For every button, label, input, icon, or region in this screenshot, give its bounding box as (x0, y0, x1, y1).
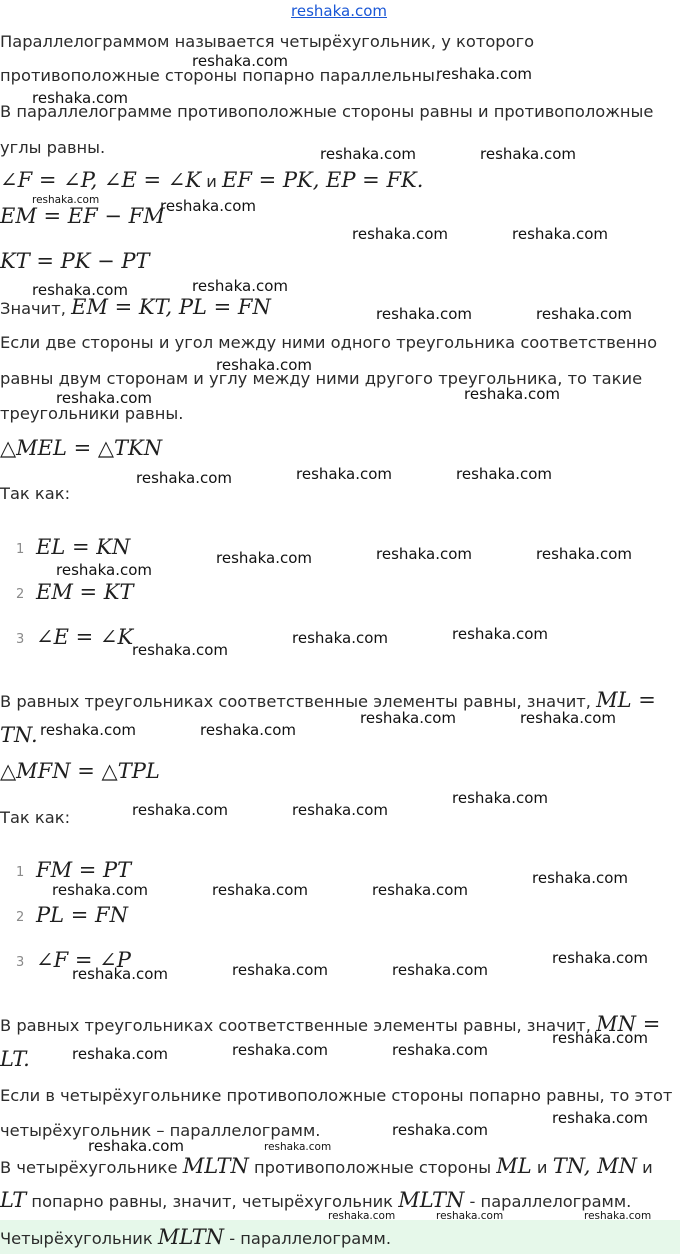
math-mltn: MLTN (182, 1154, 249, 1178)
math-kt: KT = PK − PT (0, 249, 150, 273)
watermark: reshaka.com (192, 52, 288, 70)
watermark: reshaka.com (56, 389, 152, 407)
list-number: 2 (16, 587, 25, 602)
watermark: reshaka.com (552, 949, 648, 967)
rule-line-1: Если две стороны и угол между ними одного треугольника соответственно (0, 333, 658, 352)
final-line-1 (0, 1156, 680, 1178)
math-triangles-2: △MFN = △TPL (0, 759, 160, 783)
watermark: reshaka.com (160, 197, 256, 215)
watermark: reshaka.com (532, 869, 628, 887)
watermark: reshaka.com (88, 1137, 184, 1155)
watermark: reshaka.com (352, 225, 448, 243)
watermark: reshaka.com (552, 1109, 648, 1127)
final-text: и (531, 1158, 553, 1177)
watermark: reshaka.com (32, 281, 128, 299)
final-text: попарно равны, значит, четырёхугольник (26, 1192, 399, 1211)
watermark: reshaka.com (480, 145, 576, 163)
list-math: EL = KN (36, 535, 131, 559)
watermark: reshaka.com (392, 1041, 488, 1059)
final-text: - параллелограмм. (464, 1192, 632, 1211)
watermark: reshaka.com (292, 629, 388, 647)
site-link[interactable]: reshaka.com (291, 2, 387, 20)
list-math: EM = KT (36, 580, 134, 604)
list-number: 2 (16, 910, 25, 925)
list-number: 1 (16, 865, 25, 880)
watermark: reshaka.com (456, 465, 552, 483)
answer-word: - параллелограмм. (224, 1229, 391, 1248)
watermark: reshaka.com (536, 305, 632, 323)
math-lt: LT. (0, 1047, 30, 1071)
property-line-1: В параллелограмме противоположные стороны равны и противоположные (0, 102, 654, 121)
list-math: FM = PT (36, 858, 132, 882)
math-ml: ML = (596, 688, 656, 712)
math-lt-side: LT (0, 1188, 27, 1212)
watermark: reshaka.com (52, 881, 148, 899)
math-ml-side: ML (496, 1154, 532, 1178)
and-word: и (201, 172, 223, 191)
watermark: reshaka.com (72, 1045, 168, 1063)
final-text: противоположные стороны (248, 1158, 497, 1177)
watermark: reshaka.com (232, 961, 328, 979)
watermark: reshaka.com (392, 961, 488, 979)
watermark: reshaka.com (552, 1029, 648, 1047)
answer-word: Четырёхугольник (0, 1229, 158, 1248)
answer-text (0, 1226, 391, 1250)
watermark: reshaka.com (216, 549, 312, 567)
watermark: reshaka.com (200, 721, 296, 739)
watermark: reshaka.com (360, 709, 456, 727)
math-tn-mn: TN, MN (552, 1154, 637, 1178)
watermark: reshaka.com (192, 277, 288, 295)
watermark: reshaka.com (584, 1210, 652, 1222)
equal-elements-text: В равных треугольниках соответственные элементы равны, значит, (0, 692, 597, 711)
watermark: reshaka.com (32, 89, 128, 107)
rule-line-2: равны двум сторонам и углу между ними другого треугольника, то такие (0, 369, 643, 388)
watermark: reshaka.com (132, 801, 228, 819)
tak-kak-1: Так как: (0, 484, 71, 503)
math-conclusion: EM = KT, PL = FN (71, 295, 271, 319)
property-line-2: углы равны. (0, 138, 106, 157)
watermark: reshaka.com (392, 1121, 488, 1139)
math-em: EM = EF − FM (0, 204, 165, 228)
watermark: reshaka.com (292, 801, 388, 819)
watermark: reshaka.com (296, 465, 392, 483)
watermark: reshaka.com (212, 881, 308, 899)
watermark: reshaka.com (32, 194, 100, 206)
watermark: reshaka.com (320, 145, 416, 163)
watermark: reshaka.com (216, 356, 312, 374)
final-line-2 (0, 1190, 680, 1212)
watermark: reshaka.com (520, 709, 616, 727)
watermark: reshaka.com (40, 721, 136, 739)
angles-sides-line (0, 170, 680, 192)
watermark: reshaka.com (512, 225, 608, 243)
watermark: reshaka.com (464, 385, 560, 403)
answer-block (0, 1220, 680, 1254)
watermark: reshaka.com (232, 1041, 328, 1059)
final-text: В четырёхугольнике (0, 1158, 183, 1177)
tak-kak-2: Так как: (0, 808, 71, 827)
answer-math: MLTN (157, 1225, 225, 1249)
definition-line-1: Параллелограммом называется четырёхугольник, у которого (0, 32, 535, 51)
watermark: reshaka.com (56, 561, 152, 579)
rule4-line-1: Если в четырёхугольнике противоположные стороны попарно равны, то этот (0, 1086, 673, 1105)
watermark: reshaka.com (136, 469, 232, 487)
math-sides: EF = PK, EP = FK. (222, 168, 424, 192)
list-number: 1 (16, 542, 25, 557)
watermark: reshaka.com (376, 545, 472, 563)
list-math: ∠F = ∠P (36, 948, 131, 972)
rule-line-3: треугольники равны. (0, 404, 184, 423)
definition-line-2: противоположные стороны попарно параллельны. (0, 66, 441, 85)
watermark: reshaka.com (328, 1210, 396, 1222)
math-triangles-1: △MEL = △TKN (0, 436, 163, 460)
list-number: 3 (16, 955, 25, 970)
watermark: reshaka.com (264, 1141, 332, 1153)
watermark: reshaka.com (436, 1210, 504, 1222)
rule4-line-2: четырёхугольник – параллелограмм. (0, 1121, 321, 1140)
final-text: и (636, 1158, 653, 1177)
math-mn: MN = (596, 1012, 661, 1036)
watermark: reshaka.com (132, 641, 228, 659)
watermark: reshaka.com (536, 545, 632, 563)
watermark: reshaka.com (436, 65, 532, 83)
watermark: reshaka.com (452, 625, 548, 643)
math-mltn-2: MLTN (398, 1188, 465, 1212)
math-angles: ∠F = ∠P, ∠E = ∠K (0, 168, 202, 192)
znachit-word: Значит, (0, 299, 72, 318)
watermark: reshaka.com (376, 305, 472, 323)
list-math: PL = FN (36, 903, 128, 927)
math-tn: TN. (0, 723, 38, 747)
list-math: ∠E = ∠K (36, 625, 134, 649)
list-number: 3 (16, 632, 25, 647)
equal-elements-text: В равных треугольниках соответственные элементы равны, значит, (0, 1016, 597, 1035)
watermark: reshaka.com (372, 881, 468, 899)
watermark: reshaka.com (452, 789, 548, 807)
watermark: reshaka.com (72, 965, 168, 983)
